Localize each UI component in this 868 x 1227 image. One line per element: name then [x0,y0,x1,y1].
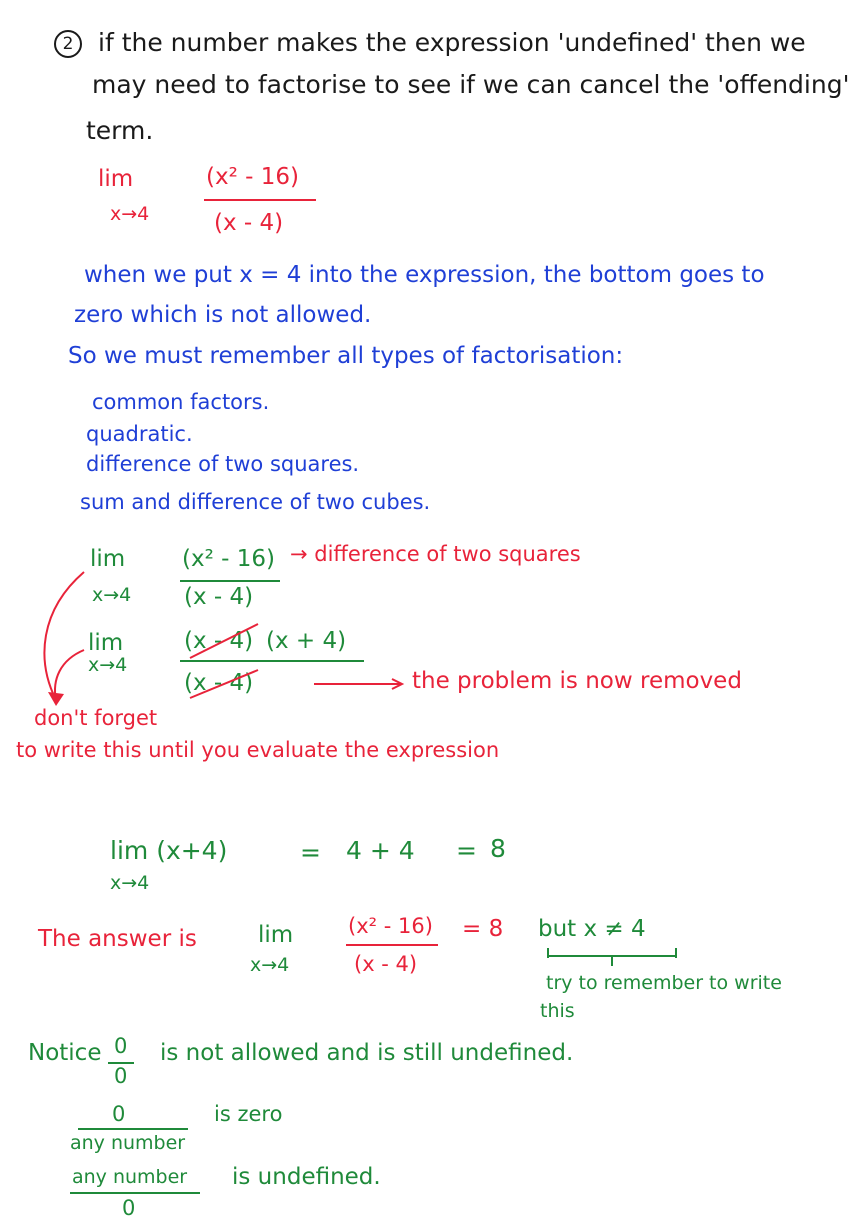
undefined-fraction-bar [70,1192,200,1194]
evaluation-equals-2: = [456,836,477,865]
zero-text: is zero [214,1102,283,1126]
zero-denominator: any number [70,1132,186,1154]
notice-denominator: 0 [114,1064,128,1088]
explanation-line-2: zero which is not allowed. [74,302,372,328]
evaluation-sub: x→4 [110,872,150,894]
second-limit-note: → difference of two squares [290,542,581,566]
first-limit-denominator: (x - 4) [214,210,284,236]
factorisation-item-cubes: sum and difference of two cubes. [80,490,431,514]
third-limit-denominator: (x - 4) [184,670,254,696]
answer-note-line-1: try to remember to write [546,972,782,994]
factorisation-item-quadratic: quadratic. [86,422,193,446]
explanation-line-3: So we must remember all types of factorisation: [68,343,624,369]
evaluation-result: 8 [490,834,506,863]
undefined-denominator: 0 [122,1196,136,1220]
first-limit-lim: lim [98,166,134,192]
undefined-numerator: any number [72,1166,188,1188]
explanation-line-1: when we put x = 4 into the expression, the bottom goes to [84,262,765,288]
answer-label: The answer is [38,926,197,952]
evaluation-equals-1: = [300,838,321,867]
zero-fraction-bar [78,1128,188,1130]
answer-sub: x→4 [250,954,290,976]
second-limit-lim: lim [90,546,126,572]
step-number: 2 [62,34,74,54]
reminder-line-1: don't forget [34,706,158,730]
evaluation-step: 4 + 4 [346,836,415,865]
first-limit-numerator: (x² - 16) [206,164,299,190]
second-limit-denominator: (x - 4) [184,584,254,610]
third-limit-sub: x→4 [88,654,128,676]
answer-denominator: (x - 4) [354,952,418,976]
first-limit-sub: x→4 [110,203,150,225]
second-limit-sub: x→4 [92,584,132,606]
reminder-line-2: to write this until you evaluate the expression [16,738,500,762]
answer-condition: but x ≠ 4 [538,916,646,942]
third-limit-numerator-left: (x - 4) [184,628,254,654]
answer-numerator: (x² - 16) [348,914,433,938]
undefined-text: is undefined. [232,1164,381,1190]
notice-text: is not allowed and is still undefined. [160,1040,574,1066]
evaluation-lim: lim (x+4) [110,836,228,865]
third-limit-note: the problem is now removed [412,668,742,694]
answer-lim: lim [258,922,294,948]
second-limit-numerator: (x² - 16) [182,546,275,572]
intro-line-2: may need to factorise to see if we can cancel the 'offending' [92,70,850,99]
third-limit-lim: lim [88,630,124,656]
answer-note-line-2: this [540,1000,575,1022]
answer-fraction-bar [346,944,438,946]
third-limit-numerator-right: (x + 4) [266,628,347,654]
intro-line-3: term. [86,116,154,145]
answer-equals: = 8 [462,916,504,942]
zero-numerator: 0 [112,1102,126,1126]
factorisation-item-squares: difference of two squares. [86,452,360,476]
notice-label: Notice [28,1040,102,1066]
notice-numerator: 0 [114,1034,128,1058]
factorisation-item-common: common factors. [92,390,270,414]
intro-line-1: if the number makes the expression 'undefined' then we [98,28,806,57]
